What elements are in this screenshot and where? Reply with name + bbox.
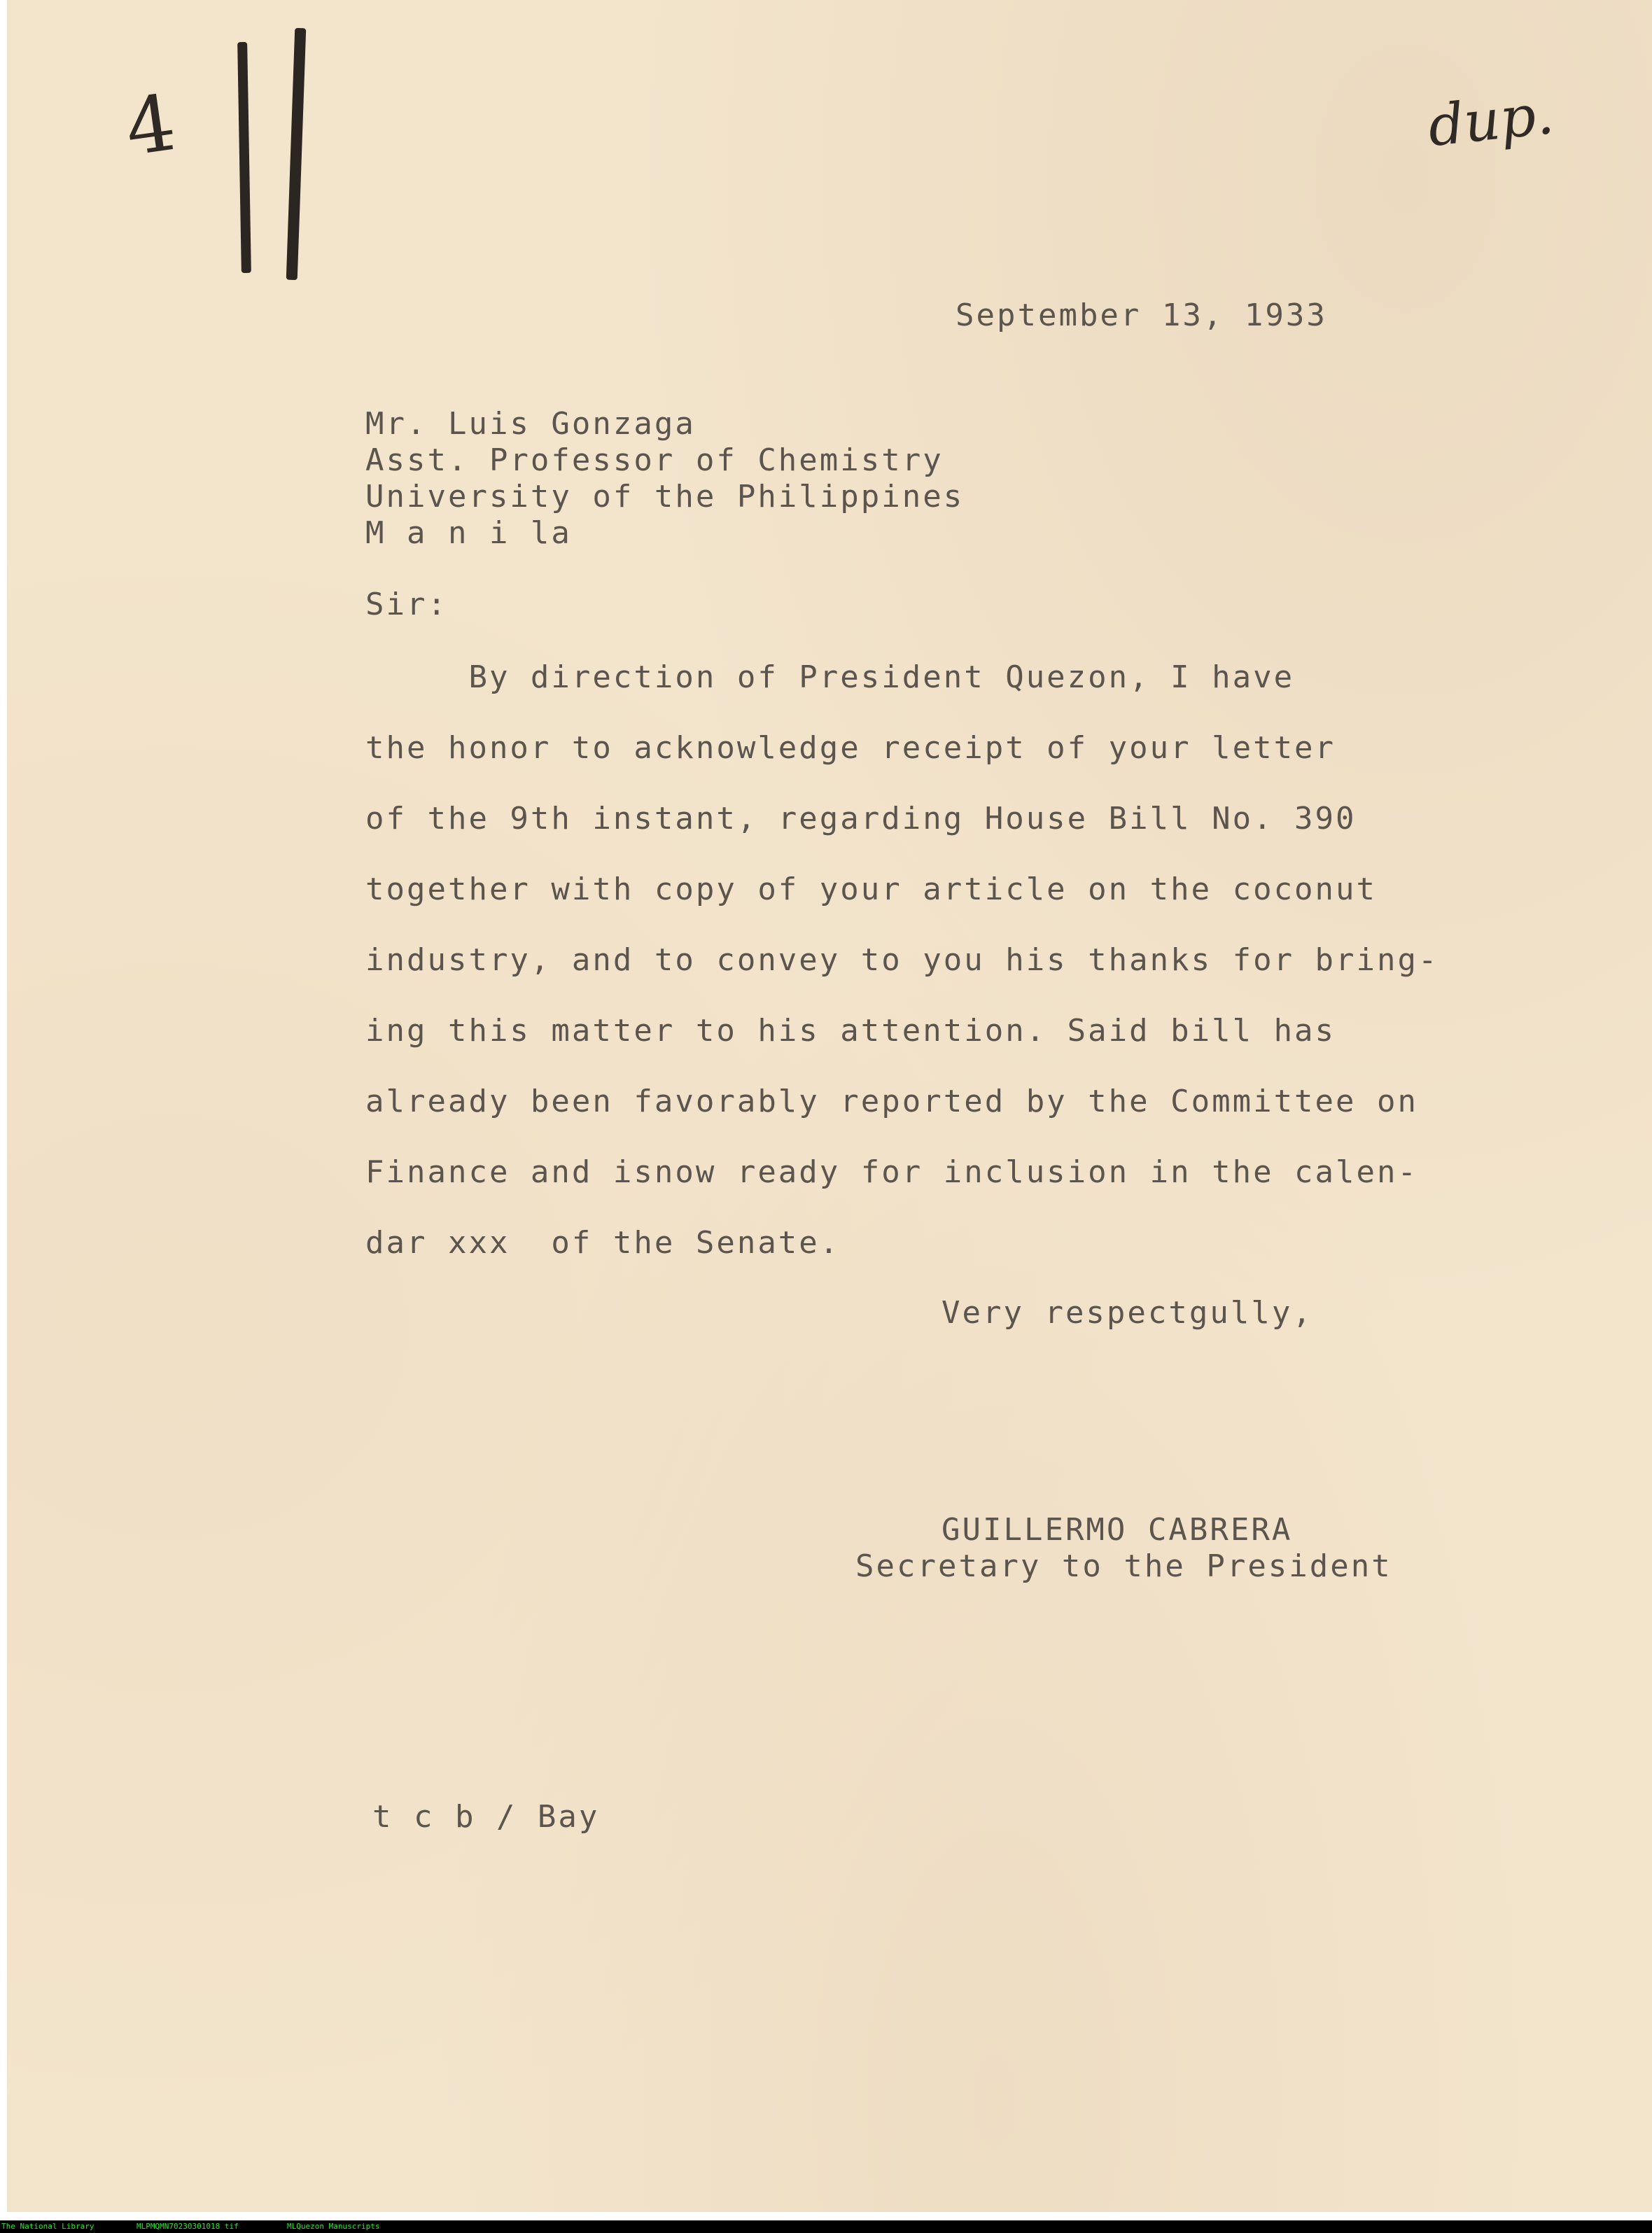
footer-file-id: MLPMQMN70230301018 tif <box>136 2222 239 2231</box>
body-line: dar xxx of the Senate. <box>365 1225 841 1261</box>
body-line: together with copy of your article on the coconut <box>365 872 1378 907</box>
recipient-institution: University of the Philippines <box>365 479 965 514</box>
body-line: ing this matter to his attention. Said bill has <box>365 1013 1336 1049</box>
recipient-city: M a n i la <box>365 515 572 551</box>
body-line: By direction of President Quezon, I have <box>365 659 1295 695</box>
typist-initials: t c b / Bay <box>372 1799 600 1835</box>
closing: Very respectgully, <box>941 1295 1313 1331</box>
signatory-name: GUILLERMO CABRERA <box>941 1512 1293 1548</box>
letter-date: September 13, 1933 <box>955 298 1327 333</box>
handwritten-bracket-right <box>286 28 307 280</box>
recipient-name: Mr. Luis Gonzaga <box>365 406 696 442</box>
salutation: Sir: <box>365 587 448 622</box>
body-line: industry, and to convey to you his thanks for bring- <box>365 942 1439 978</box>
letter-page <box>7 0 1652 2212</box>
footer-library: The National Library <box>1 2222 94 2231</box>
footer-collection: MLQuezon Manuscripts <box>287 2222 380 2231</box>
archive-footer <box>0 2220 1652 2233</box>
handwritten-mark: 4 <box>120 77 181 174</box>
body-line: the honor to acknowledge receipt of your letter <box>365 730 1336 766</box>
handwritten-bracket-left <box>237 42 251 273</box>
body-line: of the 9th instant, regarding House Bill No. 390 <box>365 801 1357 836</box>
signatory-title: Secretary to the President <box>855 1548 1392 1584</box>
body-line: Finance and isnow ready for inclusion in the calen- <box>365 1154 1419 1190</box>
handwritten-note: dup. <box>1424 80 1557 160</box>
recipient-title: Asst. Professor of Chemistry <box>365 442 944 478</box>
body-line: already been favorably reported by the Committee on <box>365 1084 1419 1119</box>
